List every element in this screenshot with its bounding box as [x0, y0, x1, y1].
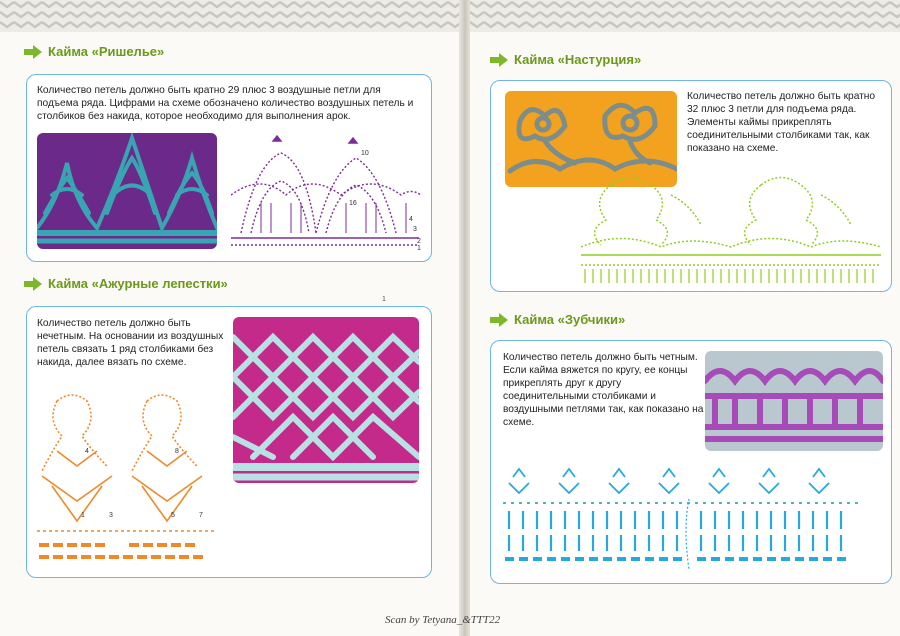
chevron-pattern: [470, 0, 900, 32]
section-title-nasturtium: [490, 52, 641, 67]
chart-number-10: 10: [361, 150, 369, 157]
arrow-right-icon: [490, 53, 508, 67]
richelieu-photo: [37, 133, 217, 249]
title-text: Кайма «Ришелье»: [48, 44, 165, 59]
nasturtium-description: Количество петель должно быть кратно 32 плюс 3 петли для подъема ряда. Элементы каймы прикреплять соединительными столбиками так, как показано на схеме.: [687, 91, 876, 154]
petals-lace-image: [233, 317, 419, 483]
nasturtium-chart: [581, 175, 883, 287]
chart-number-3: 3: [413, 226, 417, 233]
teeth-photo: [705, 351, 883, 451]
arrow-right-icon: [24, 45, 42, 59]
nasturtium-box: [490, 80, 892, 292]
chart-number-1: 1: [417, 245, 421, 251]
richelieu-box: [26, 74, 432, 262]
teeth-description: Количество петель должно быть четным. Если кайма вяжется по кругу, ее концы прикреплять друг к другу соединительными столбиками и воздушными петлями так, как показано на схеме.: [503, 352, 704, 428]
chart-number-8: 8: [175, 448, 179, 455]
teeth-box: [490, 340, 892, 584]
page-mark: 1: [382, 296, 386, 303]
decorative-header: [0, 0, 462, 32]
chart-number-4: 4: [409, 216, 413, 223]
petals-chart: [37, 391, 227, 569]
petals-description: Количество петель должно быть нечетным. На основании из воздушных петель связать 1 ряд столбиками без накида, далее вязать по схеме.: [37, 318, 224, 368]
chart-number-1: 1: [81, 512, 85, 519]
nasturtium-photo: [505, 91, 677, 187]
petals-box: [26, 306, 432, 578]
title-text: Кайма «Ажурные лепестки»: [48, 276, 228, 291]
section-title-richelieu: [24, 44, 164, 59]
chart-number-4: 4: [85, 448, 89, 455]
teeth-chart: [503, 459, 883, 577]
richelieu-chart: [231, 133, 427, 251]
section-title-petals: [24, 276, 228, 291]
chart-number-3: 3: [109, 512, 113, 519]
arrow-right-icon: [490, 313, 508, 327]
scan-credit: Scan by Tetyana_&TTT22: [385, 614, 501, 626]
chart-number-5: 5: [171, 512, 175, 519]
chart-number-16: 16: [349, 200, 357, 207]
section-title-teeth: [490, 312, 625, 327]
richelieu-lace-image: [37, 133, 217, 249]
chart-number-2: 2: [417, 238, 421, 245]
teeth-lace-image: [705, 351, 883, 451]
arrow-right-icon: [24, 277, 42, 291]
title-text: Кайма «Настурция»: [514, 52, 642, 67]
right-page: [470, 0, 900, 636]
decorative-header: [470, 0, 900, 32]
petals-photo: [233, 317, 419, 483]
richelieu-description: Количество петель должно быть кратно 29 плюс 3 воздушные петли для подъема ряда. Цифрами на схеме обозначено количество воздушных петель и столбиков без накида, которое необходимо для выполнения арок.: [37, 85, 414, 122]
nasturtium-lace-image: [505, 91, 677, 187]
chart-number-7: 7: [199, 512, 203, 519]
chevron-pattern: [0, 0, 462, 32]
title-text: Кайма «Зубчики»: [514, 312, 626, 327]
